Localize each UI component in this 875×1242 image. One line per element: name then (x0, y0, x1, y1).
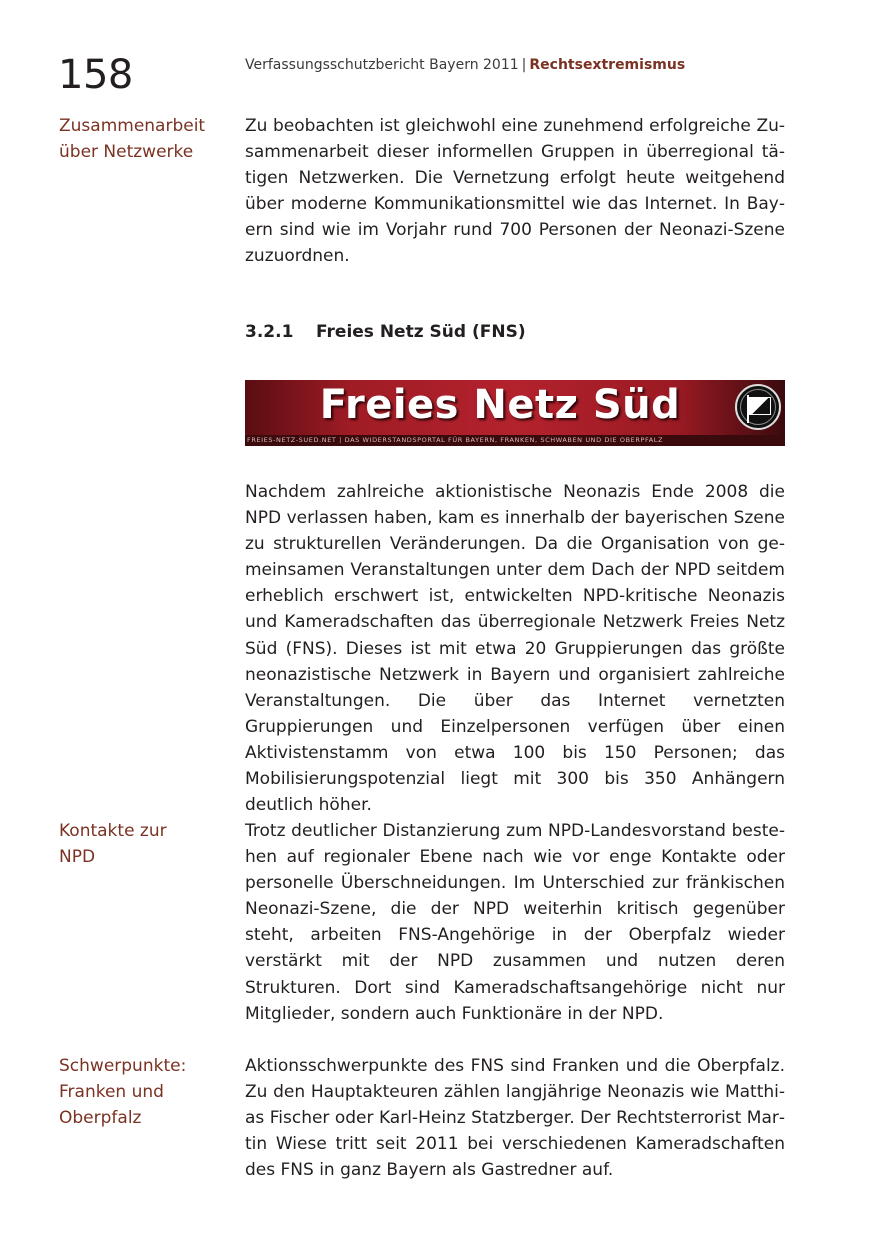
page-number: 158 (58, 52, 133, 98)
section-heading-number: 3.2.1 (245, 322, 294, 342)
margin-note-schwerpunkte: Schwerpunkte: Franken und Oberpfalz (59, 1056, 187, 1128)
section-heading (245, 322, 526, 342)
header-separator: | (521, 57, 527, 73)
running-header (245, 57, 685, 73)
banner-title: Freies Netz Süd (319, 382, 681, 428)
paragraph-schwerpunkte: Aktionsschwerpunkte des FNS sind Franken und die Oberpfalz. Zu den Hauptakteuren zählen langjährige Neonazis wie Matthias Fischer oder Karl-Heinz Statzberger. Der Rechtsterrorist Martin Wiese tritt seit 2011 bei verschiedenen Kameradschaften des FNS in ganz Bayern als Gastredner auf. (245, 1056, 785, 1181)
banner-subtitle: FREIES-NETZ-SUED.NET | DAS WIDERSTANDSPORTAL FÜR BAYERN, FRANKEN, SCHWABEN UND DIE OBERPFALZ (245, 435, 785, 446)
fns-banner-image (245, 380, 785, 446)
paragraph-intro: Zu beobachten ist gleichwohl eine zunehmend erfolgreiche Zusammenarbeit dieser informellen Gruppen in überregional tätigen Netzwerken. Die Vernetzung erfolgt heute weitgehend über moderne Kommunikationsmittel wie das Internet. In Bayern sind wie im Vorjahr rund 700 Personen der Neonazi-Szene zuzuordnen. (245, 116, 785, 267)
flag-emblem-icon (735, 384, 781, 430)
paragraph-fns: Nachdem zahlreiche aktionistische Neonazis Ende 2008 die NPD verlassen haben, kam es innerhalb der bayerischen Szene zu strukturellen Veränderungen. Da die Organisation von gemeinsamen Veranstaltungen unter dem Dach der NPD seitdem erheblich erschwert ist, entwickelten NPD-kritische Neonazis und Kameradschaften das überregionale Netzwerk Freies Netz Süd (FNS). Dieses ist mit etwa 20 Gruppierungen das größte neonazistische Netzwerk in Bayern und organisiert zahlreiche Veranstaltungen. Die über das Internet vernetzten Gruppierungen und Einzelpersonen verfügen über einen Aktivistenstamm von etwa 100 bis 150 Personen; das Mobilisierungspotenzial liegt mit 300 bis 350 Anhängern deutlich höher. (245, 482, 785, 816)
margin-note-netzwerke: Zusammenarbeit über Netzwerke (59, 116, 206, 162)
publication-title: Verfassungsschutzbericht Bayern 2011 (245, 57, 519, 73)
section-heading-title: Freies Netz Süd (FNS) (316, 322, 526, 342)
margin-note-kontakte: Kontakte zur NPD (59, 821, 167, 867)
section-name: Rechtsextremismus (529, 57, 686, 73)
paragraph-kontakte: Trotz deutlicher Distanzierung zum NPD-Landesvorstand bestehen auf regionaler Ebene nach wie vor enge Kontakte oder personelle Überschneidungen. Im Unterschied zur fränkischen Neonazi-Szene, die der NPD weiterhin kritisch gegenüber steht, arbeiten FNS-Angehörige in der Oberpfalz wieder verstärkt mit der NPD zusammen und nutzen deren Strukturen. Dort sind Kameradschaftsangehörige nicht nur Mitglieder, sondern auch Funktionäre in der NPD. (245, 821, 785, 1024)
